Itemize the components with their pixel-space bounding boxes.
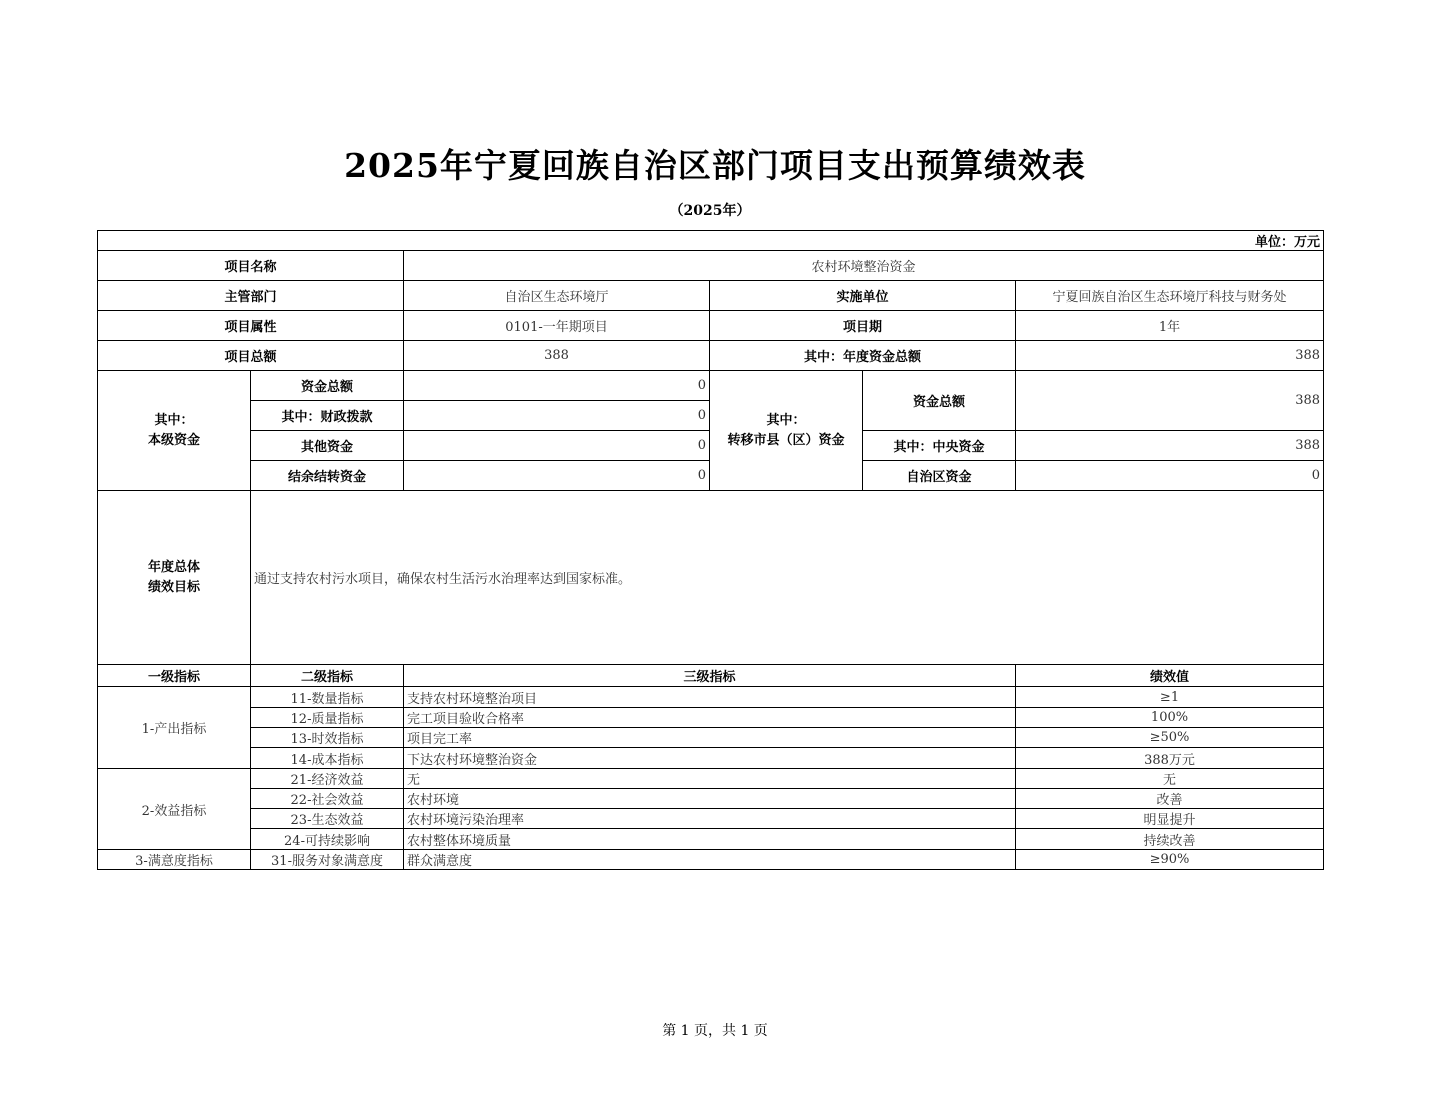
- impl-value: 宁夏回族自治区生态环境厅科技与财务处: [1016, 281, 1324, 311]
- indicator-value: 388万元: [1016, 748, 1324, 769]
- local-carryover-value: 0: [404, 461, 710, 491]
- indicator-level2: 21-经济效益: [251, 769, 404, 789]
- indicator-header-row: [98, 665, 1324, 687]
- indicator-row: [98, 748, 1324, 769]
- transfer-funds-label: [710, 371, 863, 491]
- transfer-funds-label-line2: 转移市县（区）资金: [727, 432, 845, 448]
- unit-label: 单位：万元: [98, 231, 1324, 251]
- indicator-row: [98, 708, 1324, 728]
- indicator-level3: 农村环境污染治理率: [404, 809, 1016, 829]
- indicator-level3: 农村整体环境质量: [404, 829, 1016, 850]
- local-total-value: 0: [404, 371, 710, 401]
- indicator-value: 改善: [1016, 789, 1324, 809]
- header-level1: 一级指标: [98, 665, 251, 687]
- indicator-level2: 14-成本指标: [251, 748, 404, 769]
- transfer-central-label: 其中：中央资金: [863, 431, 1016, 461]
- goal-text: 通过支持农村污水项目，确保农村生活污水治理率达到国家标准。: [251, 491, 1324, 665]
- indicator-row: [98, 850, 1324, 870]
- dept-value: 自治区生态环境厅: [404, 281, 710, 311]
- dept-row: [98, 281, 1324, 311]
- attr-label: 项目属性: [98, 311, 404, 341]
- attr-value: 0101-一年期项目: [404, 311, 710, 341]
- indicator-value: ≥1: [1016, 687, 1324, 708]
- indicator-level3: 无: [404, 769, 1016, 789]
- transfer-central-value: 388: [1016, 431, 1324, 461]
- indicator-level1: 1-产出指标: [98, 687, 251, 769]
- page-subtitle: （2025年）: [669, 203, 751, 219]
- indicator-level2: 12-质量指标: [251, 708, 404, 728]
- indicator-row: [98, 769, 1324, 789]
- indicator-level2: 31-服务对象满意度: [251, 850, 404, 870]
- header-level3: 三级指标: [404, 665, 1016, 687]
- indicator-level1: 2-效益指标: [98, 769, 251, 850]
- local-fiscal-value: 0: [404, 401, 710, 431]
- transfer-total-value: 388: [1016, 371, 1324, 431]
- transfer-region-value: 0: [1016, 461, 1324, 491]
- period-value: 1年: [1016, 311, 1324, 341]
- annual-label: 其中：年度资金总额: [710, 341, 1016, 371]
- indicator-row: [98, 829, 1324, 850]
- local-fiscal-label: 其中：财政拨款: [251, 401, 404, 431]
- local-funds-label-line1: 其中：: [154, 412, 194, 428]
- indicator-level3: 支持农村环境整治项目: [404, 687, 1016, 708]
- indicator-level3: 下达农村环境整治资金: [404, 748, 1016, 769]
- local-carryover-label: 结余结转资金: [251, 461, 404, 491]
- indicator-value: 明显提升: [1016, 809, 1324, 829]
- funds-row-1: [98, 371, 1324, 401]
- local-total-label: 资金总额: [251, 371, 404, 401]
- indicator-value: 100%: [1016, 708, 1324, 728]
- header-value: 绩效值: [1016, 665, 1324, 687]
- indicator-level3: 群众满意度: [404, 850, 1016, 870]
- indicator-level3: 项目完工率: [404, 728, 1016, 748]
- local-other-label: 其他资金: [251, 431, 404, 461]
- local-other-value: 0: [404, 431, 710, 461]
- period-label: 项目期: [710, 311, 1016, 341]
- total-value: 388: [404, 341, 710, 371]
- indicator-row: [98, 809, 1324, 829]
- goal-label-line2: 绩效目标: [147, 579, 200, 595]
- indicator-level2: 23-生态效益: [251, 809, 404, 829]
- page-title: 2025年宁夏回族自治区部门项目支出预算绩效表: [344, 146, 1086, 185]
- project-name-row: [98, 251, 1324, 281]
- total-row: [98, 341, 1324, 371]
- transfer-total-label: 资金总额: [863, 371, 1016, 431]
- project-name-value: 农村环境整治资金: [404, 251, 1324, 281]
- indicator-value: 无: [1016, 769, 1324, 789]
- indicator-level2: 22-社会效益: [251, 789, 404, 809]
- local-funds-label-line2: 本级资金: [147, 432, 200, 448]
- indicator-row: [98, 728, 1324, 748]
- indicator-level1: 3-满意度指标: [98, 850, 251, 870]
- total-label: 项目总额: [98, 341, 404, 371]
- indicator-row: [98, 789, 1324, 809]
- indicator-level2: 11-数量指标: [251, 687, 404, 708]
- indicator-level3: 完工项目验收合格率: [404, 708, 1016, 728]
- indicator-level2: 24-可持续影响: [251, 829, 404, 850]
- dept-label: 主管部门: [98, 281, 404, 311]
- annual-value: 388: [1016, 341, 1324, 371]
- local-funds-label: [98, 371, 251, 491]
- transfer-funds-label-line1: 其中：: [766, 412, 806, 428]
- indicator-value: ≥90%: [1016, 850, 1324, 870]
- project-name-label: 项目名称: [98, 251, 404, 281]
- indicator-value: 持续改善: [1016, 829, 1324, 850]
- header-level2: 二级指标: [251, 665, 404, 687]
- goal-label: [98, 491, 251, 665]
- transfer-region-label: 自治区资金: [863, 461, 1016, 491]
- goal-label-line1: 年度总体: [147, 559, 200, 575]
- unit-row: [98, 231, 1324, 251]
- indicator-row: [98, 687, 1324, 708]
- impl-label: 实施单位: [710, 281, 1016, 311]
- attr-row: [98, 311, 1324, 341]
- indicator-level2: 13-时效指标: [251, 728, 404, 748]
- indicator-level3: 农村环境: [404, 789, 1016, 809]
- page-footer: 第 1 页，共 1 页: [662, 1023, 768, 1039]
- budget-performance-table: [97, 230, 1324, 870]
- goal-row: [98, 491, 1324, 665]
- indicator-value: ≥50%: [1016, 728, 1324, 748]
